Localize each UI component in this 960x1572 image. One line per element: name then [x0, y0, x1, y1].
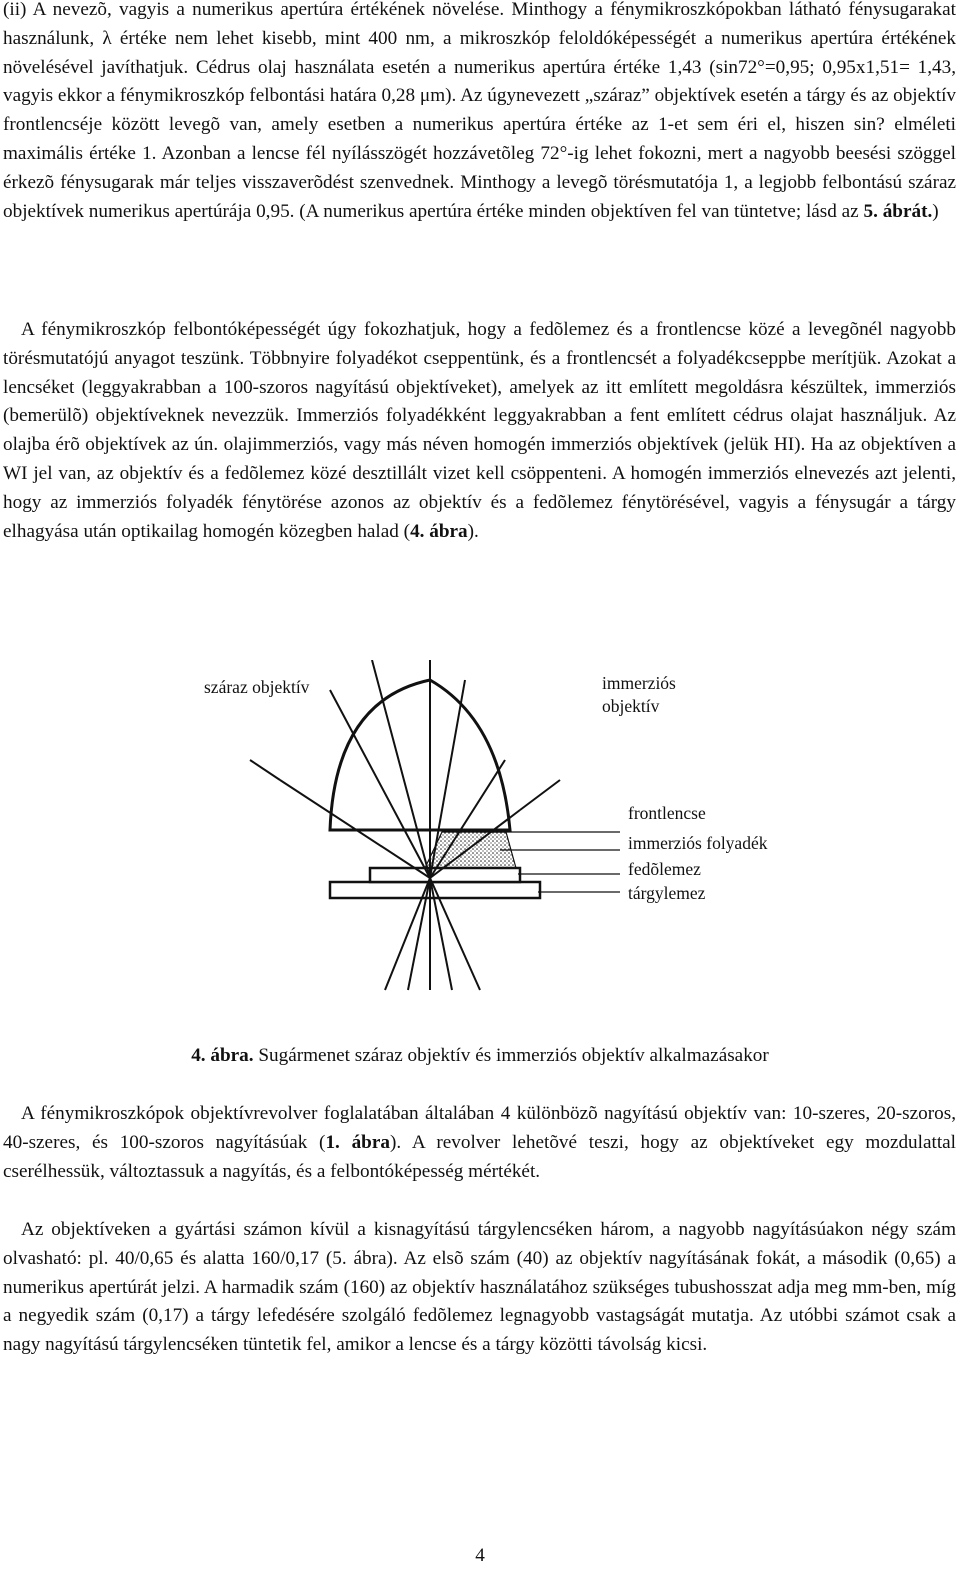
label-dry-objective: száraz objektív	[204, 677, 310, 697]
page-number: 4	[475, 1545, 485, 1566]
paragraph-2-end: ).	[467, 520, 479, 542]
objective-lens-outline	[330, 680, 510, 830]
figure-4	[180, 660, 820, 1000]
figure-ref-5: 5. ábrát.	[863, 200, 933, 222]
paragraph-3-text: A fénymikroszkópok objektívrevolver foglalatában általában 4 különbözõ nagyítású objektív van: 10-szeres, 20-szoros, 40-szeres, és 100-szoros nagyításúak (	[3, 1103, 956, 1153]
figure-caption	[0, 1042, 960, 1070]
coverslip-rect	[370, 868, 520, 882]
label-coverslip: fedõlemez	[628, 859, 701, 879]
label-immersion-fluid: immerziós folyadék	[628, 833, 768, 853]
paragraph-1	[3, 0, 956, 226]
ray-path-diagram	[180, 660, 820, 1000]
figure-ref-1: 1. ábra	[325, 1131, 390, 1153]
figure-ref-4: 4. ábra	[410, 520, 468, 542]
rays	[250, 660, 560, 990]
paragraph-2	[3, 316, 956, 546]
label-frontlens: frontlencse	[628, 803, 706, 823]
paragraph-3	[3, 1100, 956, 1186]
label-immersion-2: objektív	[602, 696, 660, 716]
paragraph-1-text: (ii) A nevezõ, vagyis a numerikus apertúra értékének növelése. Minthogy a fénymikroszkópokban látható fénysugarakat használunk, λ értéke nem lehet kisebb, mint 400 nm, a mikroszkóp feloldóképességét a numerikus apertúra értékének növelésével javíthatjuk. Cédrus olaj használata esetén a numerikus apertúra értéke 1,43 (sin72°=0,95; 0,95x1,51= 1,43, vagyis ekkor a fénymikroszkóp felbontási határa 0,28 μm). Az úgynevezett „száraz” objektívek esetén a tárgy és az objektív frontlencséje között levegõ van, amely esetben a numerikus apertúra értéke az 1-et sem éri el, hiszen sin? elméleti maximális értéke 1. Azonban a lencse fél nyílásszögét hozzávetõleg 72°-ig lehet fokozni, mert a nagyobb beesési szöggel érkezõ fénysugarak már teljes visszaverõdést szenvednek. Minthogy a levegõ törésmutatója 1, a legjobb felbontású száraz objektívek numerikus apertúrája 0,95. (A numerikus apertúra értéke minden objektíven fel van tüntetve; lásd az	[3, 0, 956, 222]
paragraph-4: Az objektíveken a gyártási számon kívül a kisnagyítású tárgylencséken három, a nagyobb nagyításúakon négy szám olvasható: pl. 40/0,65 és alatta 160/0,17 (5. ábra). Az elsõ szám (40) az objektív nagyításának fokát, a második (0,65) a numerikus apertúrát jelzi. A harmadik szám (160) az objektív használatához szükséges tubushosszat adja meg mm-ben, míg a negyedik szám (0,17) a tárgy lefedésére szolgáló fedõlemez legnagyobb vastagságát mutatja. Az utóbbi számot csak a nagy nagyítású tárgylencséken tüntetik fel, amikor a lencse és a tárgy közötti távolság kicsi.	[3, 1219, 956, 1356]
label-immersion-1: immerziós	[602, 673, 676, 693]
paragraph-1-end: )	[932, 200, 939, 222]
caption-text: Sugármenet száraz objektív és immerziós objektív alkalmazásakor	[258, 1045, 769, 1066]
paragraph-3-end: ). A revolver lehetõvé teszi, hogy az objektíveket egy mozdulattal cserélhessük, változtassuk a nagyítás, és a felbontóképesség mértékét.	[3, 1131, 956, 1182]
caption-number: 4. ábra.	[191, 1045, 254, 1066]
label-slide: tárgylemez	[628, 883, 706, 903]
paragraph-2-text: A fénymikroszkóp felbontóképességét úgy fokozhatjuk, hogy a fedõlemez és a frontlencse közé a levegõnél nagyobb törésmutatójú anyagot teszünk. Többnyire folyadékot cseppentünk, és a frontlencsét a folyadékcseppbe merítjük. Azokat a lencséket (leggyakrabban a 100-szoros nagyítású objektíveket), amelyek az itt említett megoldásra készültek, immerziós (bemerülõ) objektíveknek nevezzük. Immerziós folyadékként leggyakrabban a fent említett cédrus olajat használjuk. Az olajba érõ objektívek az ún. olajimmerziós, vagy más néven homogén immerziós objektívek (jelük HI). Ha az objektíven a WI jel van, az objektív és a fedõlemez közé desztillált vizet kell csöppenteni. A homogén immerziós elnevezés azt jelenti, hogy az immerziós folyadék fénytörése azonos az objektív és a fedõlemez fénytörésével, vagyis a fénysugár a tárgy elhagyása után optikailag homogén közegben halad (	[3, 319, 956, 542]
